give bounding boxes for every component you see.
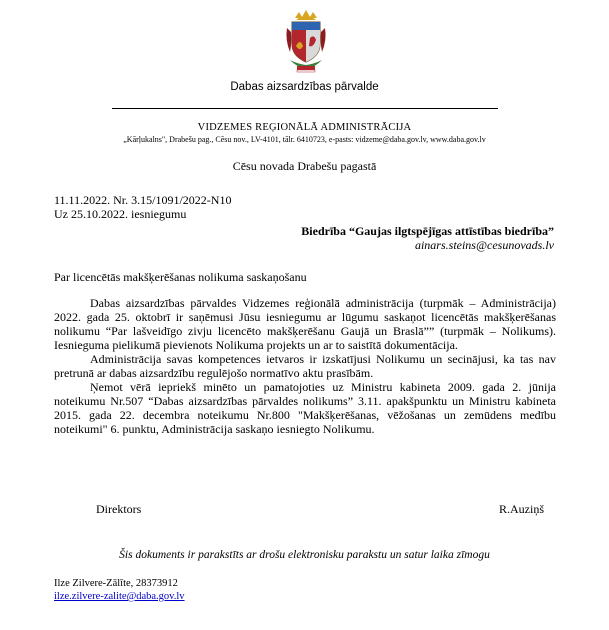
document-place: Cēsu novada Drabešu pagastā [232,159,377,173]
electronic-signature-note: Šis dokuments ir parakstīts ar drošu elektronisku parakstu un satur laika zīmogu [119,549,490,561]
recipient-email: ainars.steins@cesunovads.lv [414,238,554,252]
recipient-organization: Biedrība “Gaujas ilgtspējīgas attīstības biedrība” [301,224,554,238]
regional-administration-title: VIDZEMES REĢIONĀLĀ ADMINISTRĀCIJA [197,122,412,133]
letter-body [54,296,556,436]
body-paragraph: Administrācija savas kompetences ietvaros ir izskatījusi Nolikumu un secinājusi, ka tas nav pretrunā ar dabas aizsardzību regulējošo normatīvo aktu prasībām. [54,352,556,380]
agency-name: Dabas aizsardzības pārvalde [230,81,379,93]
author-name-phone: Ilze Zilvere-Zālīte, 28373912 [54,578,178,589]
date-reference: 11.11.2022. Nr. 3.15/1091/2022-N10 [54,193,232,207]
signer-name: R.Auziņš [499,502,544,516]
coat-of-arms-icon [285,8,327,74]
header-divider [112,108,498,109]
letter-subject: Par licencētās makšķerēšanas nolikuma saskaņošanu [54,270,307,284]
body-paragraph: Dabas aizsardzības pārvaldes Vidzemes reģionālā administrācija (turpmāk – Administrācija) 2022. gada 25. oktobrī ir saņēmusi Jūsu iesniegumu ar lūgumu saskaņot licencētās makšķerēšanas nolikumu “Par lašveidīgo zivju licencēto makšķerēšanu Gaujā un Braslā”” (turpmāk – Nolikums). Iesnieguma pielikumā pievienots Nolikuma projekts un ar to saistītā dokumentācija. [54,296,556,352]
author-block [54,577,185,603]
signer-title: Direktors [96,502,142,516]
body-paragraph: Ņemot vērā iepriekš minēto un pamatojoties uz Ministru kabineta 2009. gada 2. jūnija noteikumu Nr.507 “Dabas aizsardzības pārvaldes nolikums” 3.11. apakšpunktu un Ministru kabineta 2015. gada 22. decembra noteikumu Nr.800 "Makšķerēšanas, vēžošanas un zemūdens medību noteikumi" 6. punktu, Administrācija saskaņo iesniegto Nolikumu. [54,380,556,436]
author-email-link[interactable]: ilze.zilvere-zalite@daba.gov.lv [54,591,185,602]
reply-reference: Uz 25.10.2022. iesniegumu [54,207,187,221]
document-meta [54,193,231,221]
contact-line: „Kārļukalns", Drabešu pag., Cēsu nov., LV-4101, tālr. 6410723, e-pasts: vidzeme@daba.gov.lv, www.daba.gov.lv [123,135,486,144]
recipient-block [301,224,554,252]
